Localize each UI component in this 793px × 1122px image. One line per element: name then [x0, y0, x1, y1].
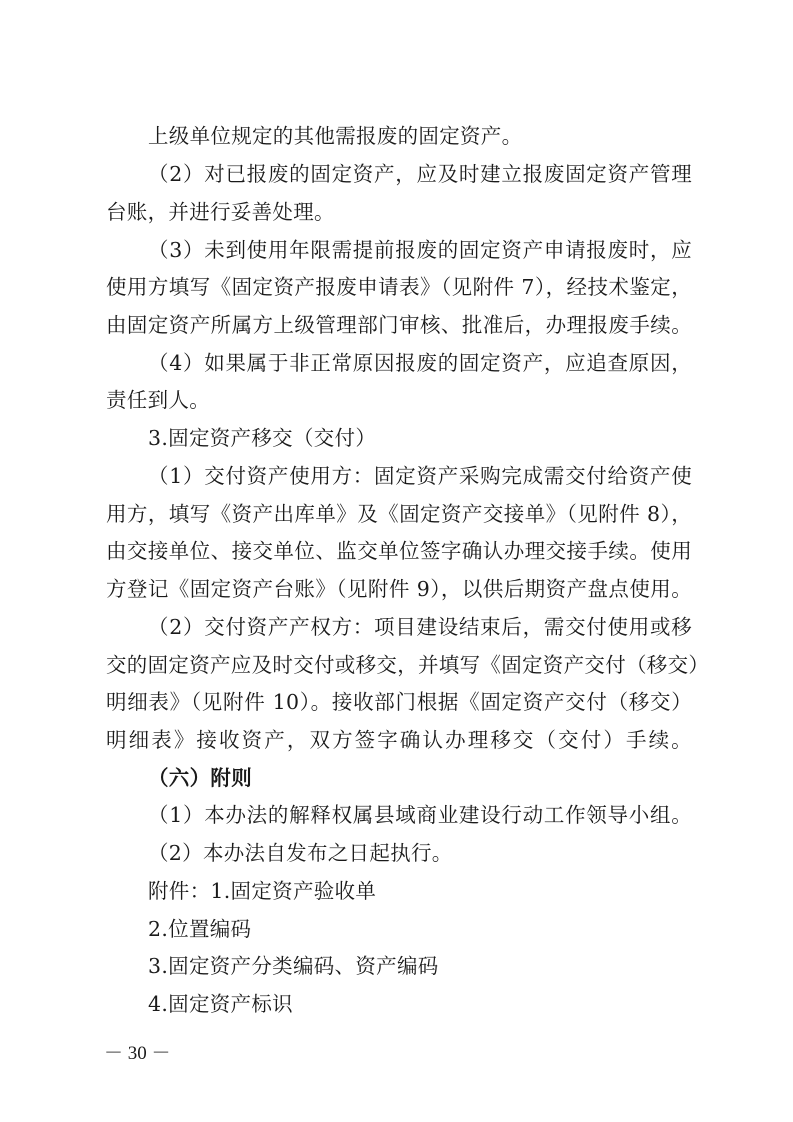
page-number: － 30 － — [104, 1043, 171, 1064]
paragraph-line: 交的固定资产应及时交付或移交，并填写《固定资产交付（移交） — [106, 653, 710, 677]
paragraph-line: （4）如果属于非正常原因报废的固定资产，应追查原因， — [148, 351, 692, 375]
paragraph-line: 由固定资产所属方上级管理部门审核、批准后，办理报废手续。 — [106, 313, 692, 337]
paragraph-line: 方登记《固定资产台账》（见附件 9），以供后期资产盘点使用。 — [106, 577, 692, 601]
paragraph-line: （2）本办法自发布之日起执行。 — [148, 841, 453, 865]
attachment-line: 附件：1.固定资产验收单 — [148, 879, 377, 903]
paragraph-line: 责任到人。 — [106, 388, 210, 412]
attachment-line: 4.固定资产标识 — [148, 992, 293, 1016]
section-heading: 3.固定资产移交（交付） — [148, 426, 377, 450]
paragraph-line: （2）对已报废的固定资产，应及时建立报废固定资产管理 — [148, 162, 692, 186]
section-heading: （六）附则 — [148, 766, 252, 790]
attachment-line: 2.位置编码 — [148, 917, 252, 941]
paragraph-line: 台账，并进行妥善处理。 — [106, 200, 335, 224]
paragraph-line: 由交接单位、接交单位、监交单位签字确认办理交接手续。使用 — [106, 539, 692, 563]
paragraph-line: （2）交付资产产权方：项目建设结束后，需交付使用或移 — [148, 615, 692, 639]
paragraph-line: （1）交付资产使用方：固定资产采购完成需交付给资产使 — [148, 464, 692, 488]
paragraph-line: （1）本办法的解释权属县域商业建设行动工作领导小组。 — [148, 803, 692, 827]
paragraph-line: 使用方填写《固定资产报废申请表》（见附件 7），经技术鉴定， — [106, 275, 692, 299]
paragraph-line: 明细表》（见附件 10）。接收部门根据《固定资产交付（移交） — [106, 690, 692, 714]
paragraph-line: （3）未到使用年限需提前报废的固定资产申请报废时，应 — [148, 238, 692, 262]
paragraph-line: 上级单位规定的其他需报废的固定资产。 — [148, 124, 523, 148]
paragraph-line: 明细表》接收资产，双方签字确认办理移交（交付）手续。 — [106, 728, 692, 752]
attachment-line: 3.固定资产分类编码、资产编码 — [148, 954, 439, 978]
paragraph-line: 用方，填写《资产出库单》及《固定资产交接单》（见附件 8）， — [106, 502, 692, 526]
